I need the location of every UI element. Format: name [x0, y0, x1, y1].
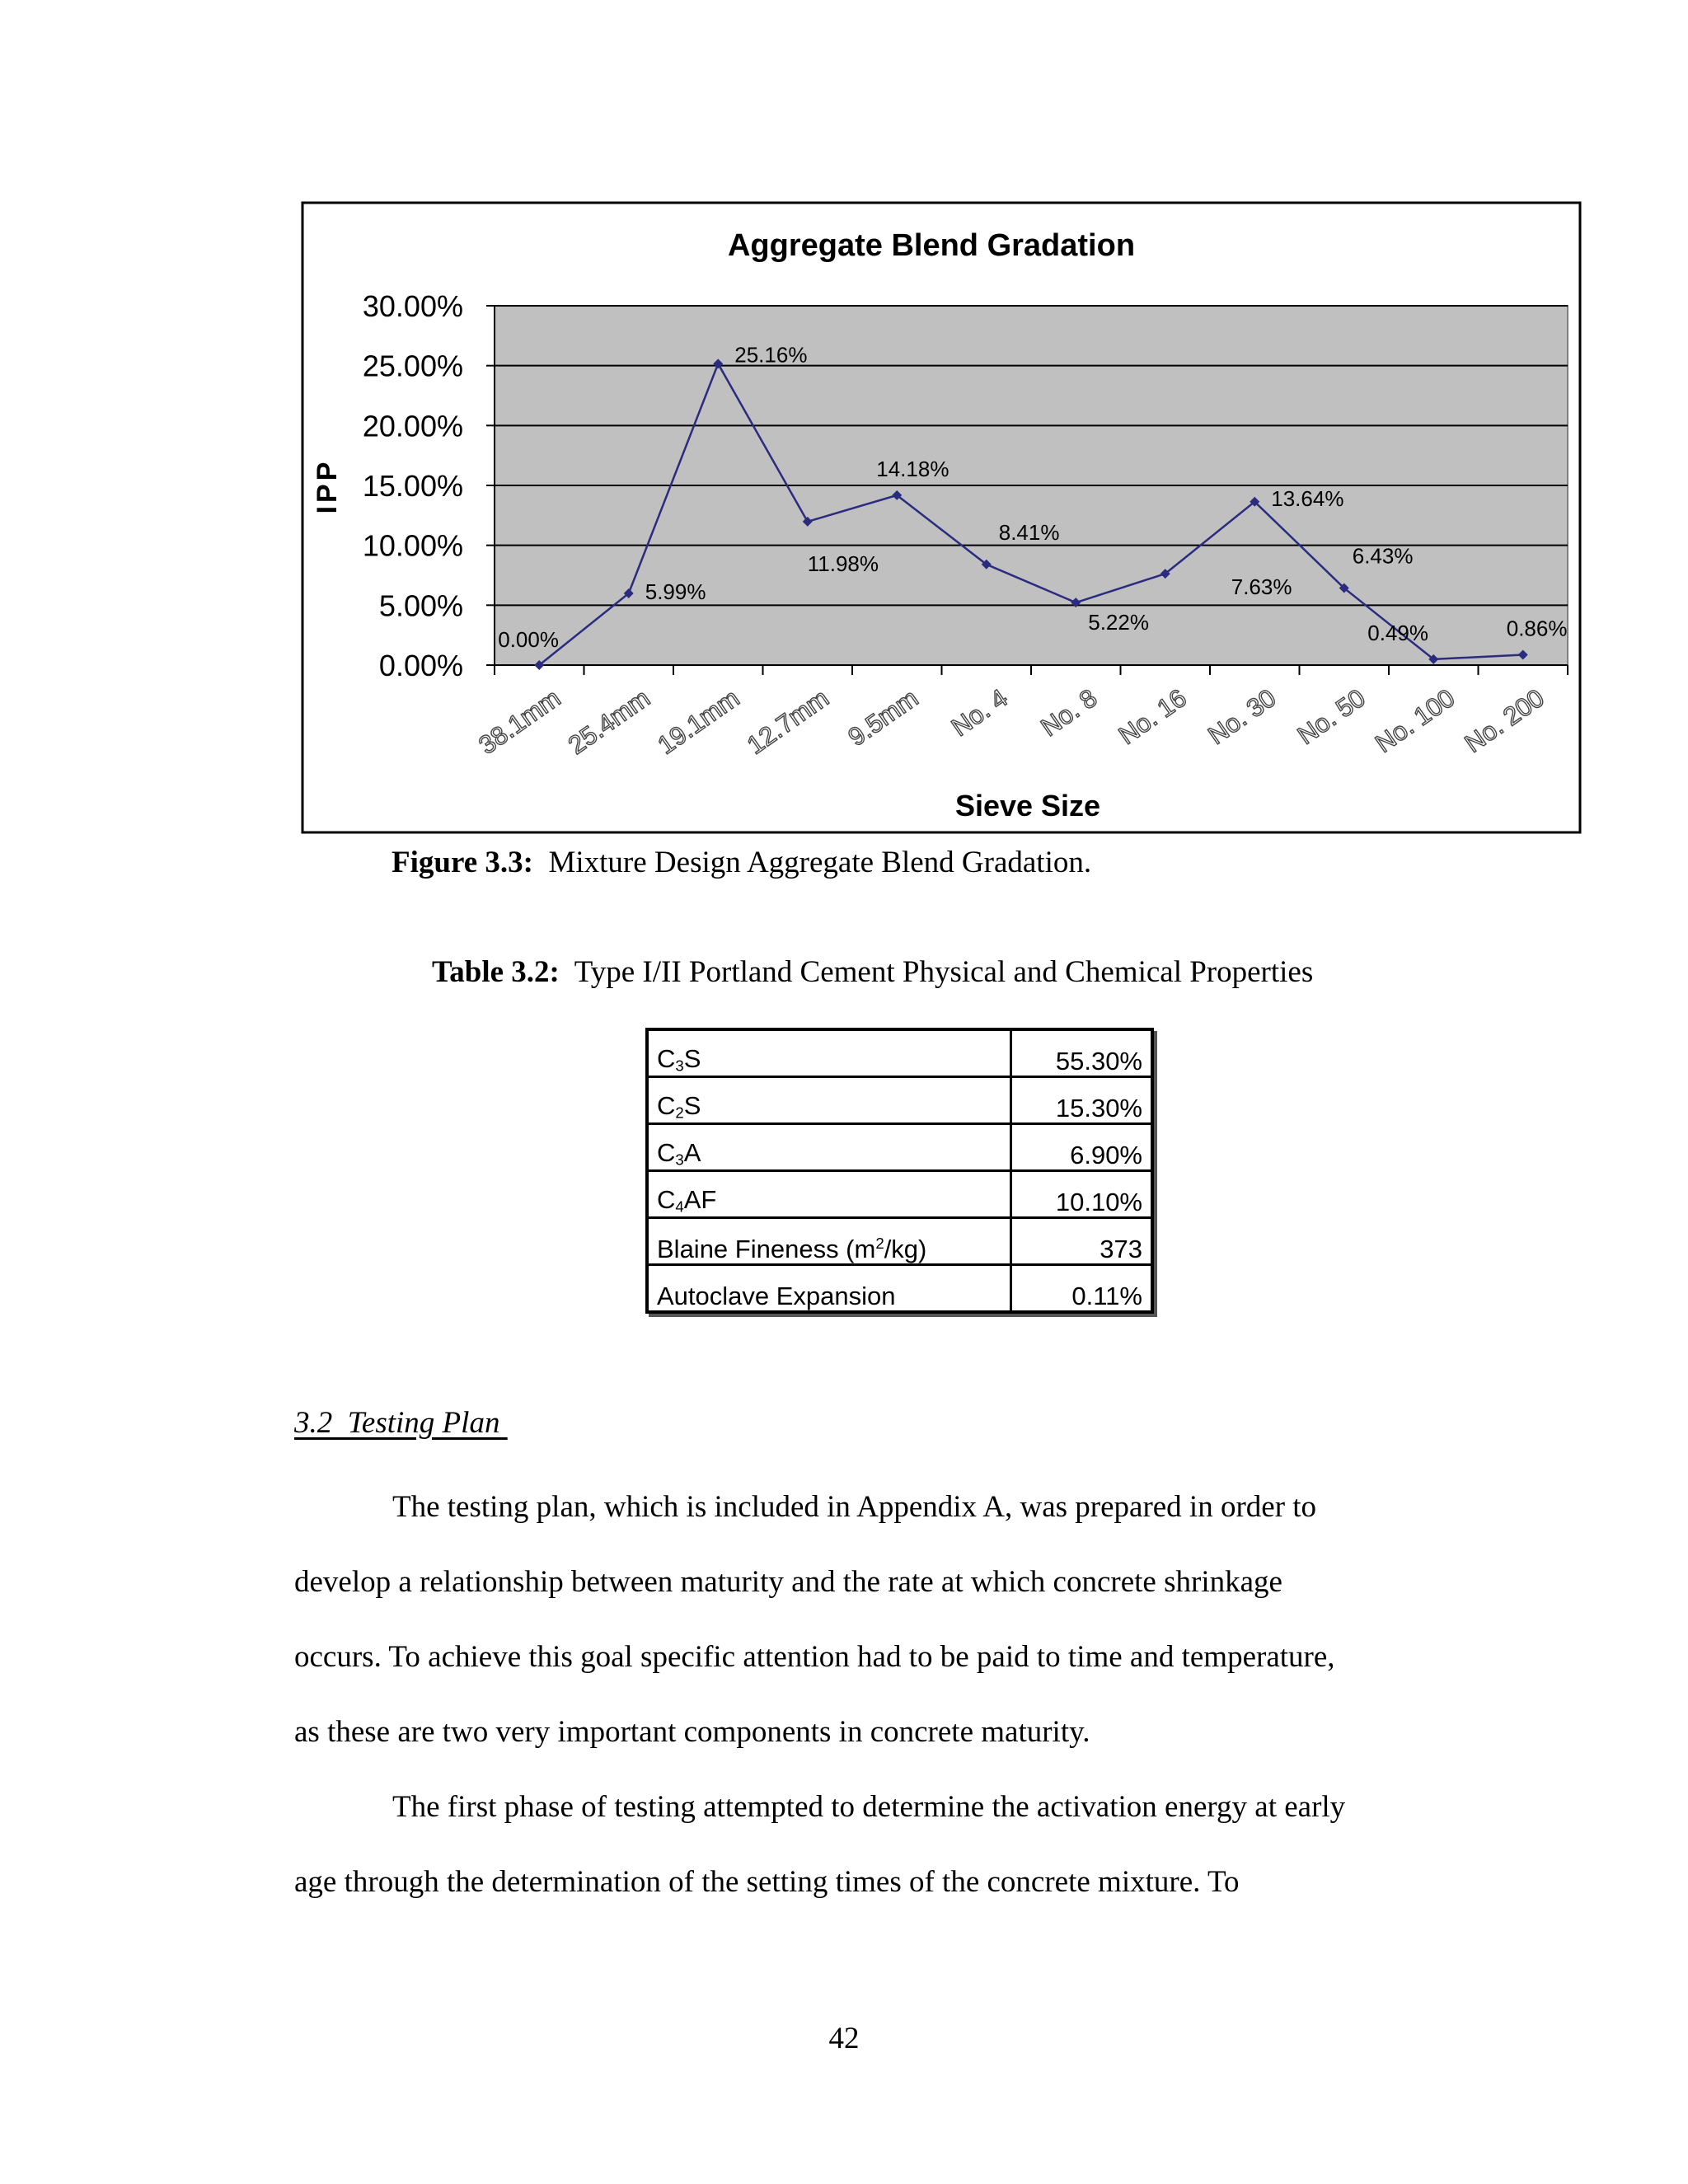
property-value: 55.30%: [1011, 1029, 1153, 1077]
paragraph-line: The first phase of testing attempted to determine the activation energy at early: [392, 1790, 1346, 1824]
data-label: 14.18%: [876, 456, 950, 481]
table-caption-text: Type I/II Portland Cement Physical and Chemical Properties: [574, 955, 1314, 989]
x-tick-label: No. 16: [1113, 683, 1192, 751]
paragraph-line: develop a relationship between maturity and the rate at which concrete shrinkage: [294, 1565, 1282, 1599]
gradation-chart: [0, 0, 1688, 865]
data-label: 8.41%: [998, 519, 1060, 545]
paragraph-line: The testing plan, which is included in Appendix A, was prepared in order to: [392, 1490, 1317, 1524]
table-row: [647, 1124, 1152, 1171]
paragraph-line: age through the determination of the setting times of the concrete mixture. To: [294, 1865, 1240, 1899]
figure-caption: [392, 845, 1091, 880]
property-name: Blaine Fineness $(m^2/kg)$: [647, 1218, 1011, 1265]
property-name: $C_3A$: [647, 1124, 1011, 1171]
data-label: 7.63%: [1231, 574, 1292, 600]
data-label: 0.49%: [1367, 620, 1428, 645]
property-value: 10.10%: [1011, 1171, 1153, 1218]
table-caption-label: Table 3.2:: [432, 955, 560, 989]
data-label: 0.86%: [1506, 616, 1568, 641]
property-value: 15.30%: [1011, 1077, 1153, 1124]
x-tick-label: No. 30: [1203, 683, 1282, 751]
y-tick-label: 10.00%: [362, 528, 463, 563]
y-tick-label: 20.00%: [362, 409, 463, 443]
property-value: 373: [1011, 1218, 1153, 1265]
x-tick-label: 12.7mm: [741, 683, 834, 760]
x-tick-label: No. 4: [945, 683, 1013, 743]
property-name: $C_2S$: [647, 1077, 1011, 1124]
property-name: Autoclave Expansion: [647, 1265, 1011, 1313]
table-row: [647, 1171, 1152, 1218]
data-label: 0.00%: [498, 627, 559, 652]
x-tick-label: 25.4mm: [562, 683, 655, 760]
data-label: 5.22%: [1088, 610, 1149, 635]
figure-caption-label: Figure 3.3:: [392, 846, 533, 879]
data-label: 6.43%: [1352, 543, 1414, 569]
x-tick-label: No. 50: [1292, 683, 1371, 751]
data-label: 13.64%: [1271, 485, 1344, 511]
y-tick-label: 15.00%: [362, 469, 463, 503]
paragraph-line: occurs. To achieve this goal specific attention had to be paid to time and temperature,: [294, 1640, 1335, 1674]
table-row: [647, 1265, 1152, 1313]
page-number: 42: [828, 2022, 860, 2055]
x-tick-label: No. 8: [1035, 683, 1103, 743]
data-label: 5.99%: [645, 579, 706, 604]
x-tick-label: No. 200: [1459, 683, 1550, 759]
x-tick-label: 9.5mm: [842, 683, 924, 752]
y-tick-label: 30.00%: [362, 289, 463, 323]
table-row: [647, 1077, 1152, 1124]
paragraph-line: as these are two very important components in concrete maturity.: [294, 1715, 1090, 1749]
data-label: 11.98%: [807, 551, 879, 576]
table-row: [647, 1218, 1152, 1265]
y-tick-label: 0.00%: [378, 649, 463, 682]
figure-caption-text: Mixture Design Aggregate Blend Gradation.: [548, 846, 1092, 879]
data-label: 25.16%: [734, 342, 808, 368]
property-value: 0.11%: [1011, 1265, 1153, 1313]
property-name: $C_3S$: [647, 1029, 1011, 1077]
x-tick-label: 38.1mm: [473, 683, 566, 760]
x-axis-title: Sieve Size: [954, 789, 1101, 823]
x-tick-label: 19.1mm: [652, 683, 745, 760]
x-tick-label: No. 100: [1370, 683, 1461, 759]
section-heading: 3.2 Testing Plan: [294, 1406, 508, 1440]
y-tick-label: 5.00%: [378, 588, 463, 623]
property-name: $C_4AF$: [647, 1171, 1011, 1218]
cement-properties-table: [645, 1028, 1154, 1314]
property-value: 6.90%: [1011, 1124, 1153, 1171]
table-caption: [432, 954, 1313, 990]
chart-title: Aggregate Blend Gradation: [727, 228, 1136, 263]
table-row: [647, 1029, 1152, 1077]
y-tick-label: 25.00%: [362, 349, 463, 383]
y-axis-title: IPP: [312, 458, 343, 514]
